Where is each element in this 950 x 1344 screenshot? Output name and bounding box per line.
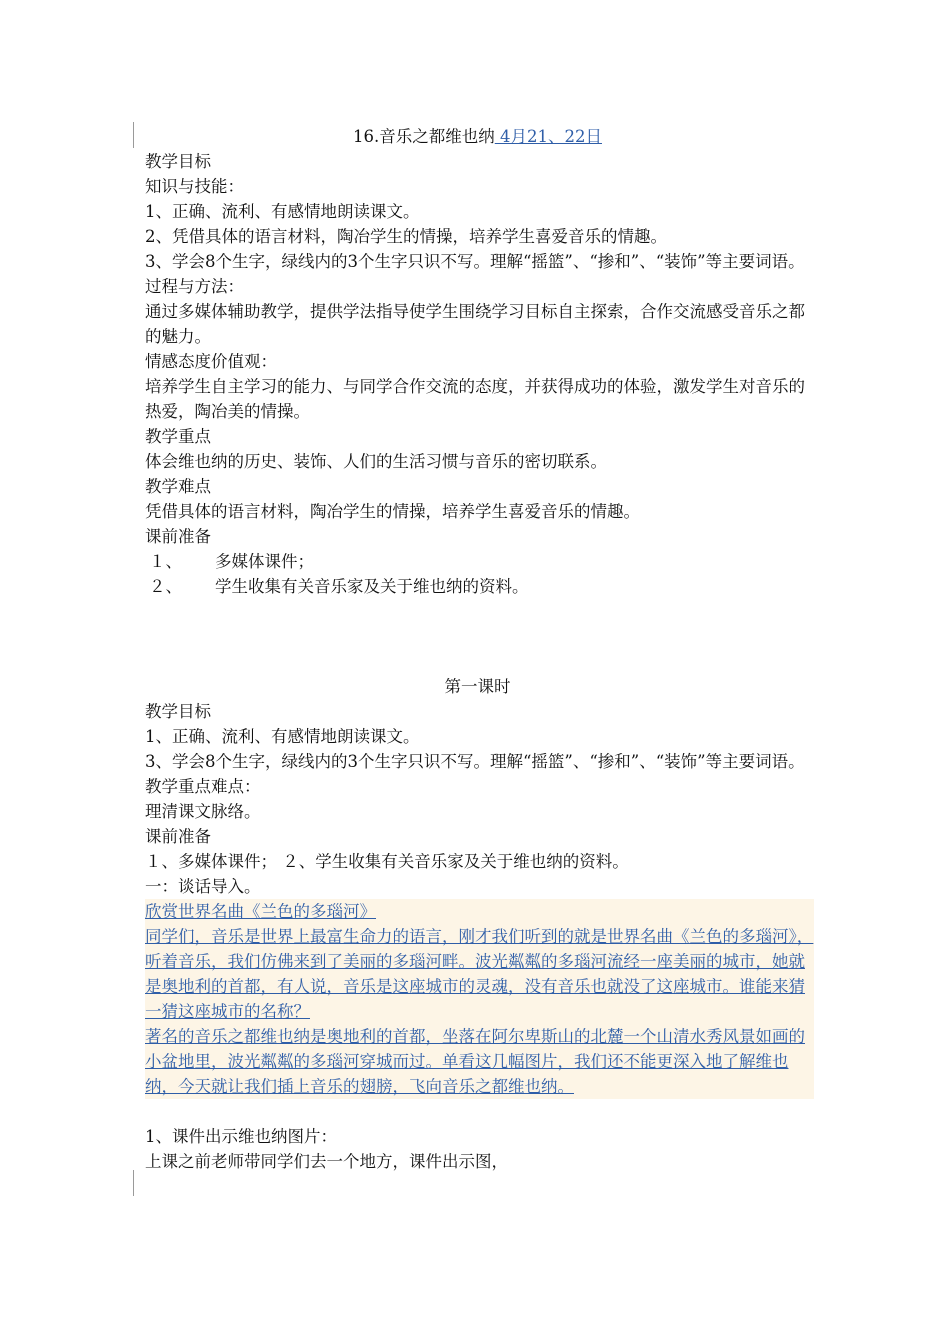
goal-item: 3、学会8个生字，绿线内的3个生字只识不写。理解“摇篮”、“掺和”、“装饰”等主要词语。 <box>145 252 805 271</box>
goal-item: 1、正确、流利、有感情地朗读课文。 <box>145 202 420 221</box>
section-heading-difficulties: 教学难点 <box>145 477 211 496</box>
lesson1-goals-heading: 教学目标 <box>145 702 211 721</box>
section-spacer <box>145 599 810 674</box>
highlight-line-song: 欣赏世界名曲《兰色的多瑙河》 <box>145 902 376 921</box>
title-main: 16.音乐之都维也纳 <box>353 127 495 146</box>
preparation-item-text: 学生收集有关音乐家及关于维也纳的资料。 <box>215 577 529 596</box>
subheading-emotion: 情感态度价值观： <box>145 352 277 371</box>
section-heading-key-points: 教学重点 <box>145 427 211 446</box>
lesson1-intro-heading: 一：谈话导入。 <box>145 877 261 896</box>
lesson1-key-text: 理清课文脉络。 <box>145 802 261 821</box>
step1-text: 上课之前老师带同学们去一个地方，课件出示图， <box>145 1152 508 1171</box>
lesson1-prep-text: １、多媒体课件； ２、学生收集有关音乐家及关于维也纳的资料。 <box>145 852 629 871</box>
blank-line <box>145 1099 810 1124</box>
process-text: 通过多媒体辅助教学，提供学法指导使学生围绕学习目标自主探索，合作交流感受音乐之都的魅力。 <box>145 302 805 346</box>
margin-marker-bottom <box>133 1170 134 1196</box>
highlighted-passage[interactable] <box>145 899 814 1099</box>
title-date-link[interactable]: 4月21、22日 <box>494 127 602 146</box>
lesson1-key-heading: 教学重点难点： <box>145 777 261 796</box>
key-points-text: 体会维也纳的历史、装饰、人们的生活习惯与音乐的密切联系。 <box>145 452 607 471</box>
page-title <box>145 124 810 149</box>
highlight-paragraph-2: 著名的音乐之都维也纳是奥地利的首都，坐落在阿尔卑斯山的北麓一个山清水秀风景如画的小盆地里，波光粼粼的多瑙河穿城而过。单看这几幅图片，我们还不能更深入地了解维也纳，今天就让我们插上音乐的翅膀，飞向音乐之都维也纳。 <box>145 1027 805 1096</box>
lesson1-heading: 第一课时 <box>444 677 511 696</box>
document-body <box>145 124 814 1174</box>
lesson1-goal-item: 1、正确、流利、有感情地朗读课文。 <box>145 727 420 746</box>
goal-item: 2、凭借具体的语言材料，陶冶学生的情操，培养学生喜爱音乐的情趣。 <box>145 227 667 246</box>
preparation-item-number: ２、 <box>149 577 182 596</box>
preparation-item <box>145 574 810 599</box>
subheading-knowledge: 知识与技能： <box>145 177 244 196</box>
section-heading-goals: 教学目标 <box>145 152 211 171</box>
lesson1-prep-heading: 课前准备 <box>145 827 211 846</box>
preparation-item-number: １、 <box>149 552 182 571</box>
difficulties-text: 凭借具体的语言材料，陶冶学生的情操，培养学生喜爱音乐的情趣。 <box>145 502 640 521</box>
margin-marker-top <box>133 122 134 148</box>
preparation-item-text: 多媒体课件； <box>215 552 314 571</box>
highlight-paragraph-1: 同学们，音乐是世界上最富生命力的语言，刚才我们听到的就是世界名曲《兰色的多瑙河》，听着音乐，我们仿佛来到了美丽的多瑙河畔。波光粼粼的多瑙河流经一座美丽的城市，她就是奥地利的首都，有人说，音乐是这座城市的灵魂，没有音乐也就没了这座城市。谁能来猜一猜这座城市的名称？ <box>145 927 814 1021</box>
lesson1-goal-item: 3、学会8个生字，绿线内的3个生字只识不写。理解“摇篮”、“掺和”、“装饰”等主要词语。 <box>145 752 805 771</box>
section-heading-preparation: 课前准备 <box>145 527 211 546</box>
step1-heading: 1、课件出示维也纳图片： <box>145 1127 337 1146</box>
emotion-text: 培养学生自主学习的能力、与同学合作交流的态度，并获得成功的体验，激发学生对音乐的热爱，陶冶美的情操。 <box>145 377 805 421</box>
preparation-item <box>145 549 810 574</box>
subheading-process: 过程与方法： <box>145 277 244 296</box>
